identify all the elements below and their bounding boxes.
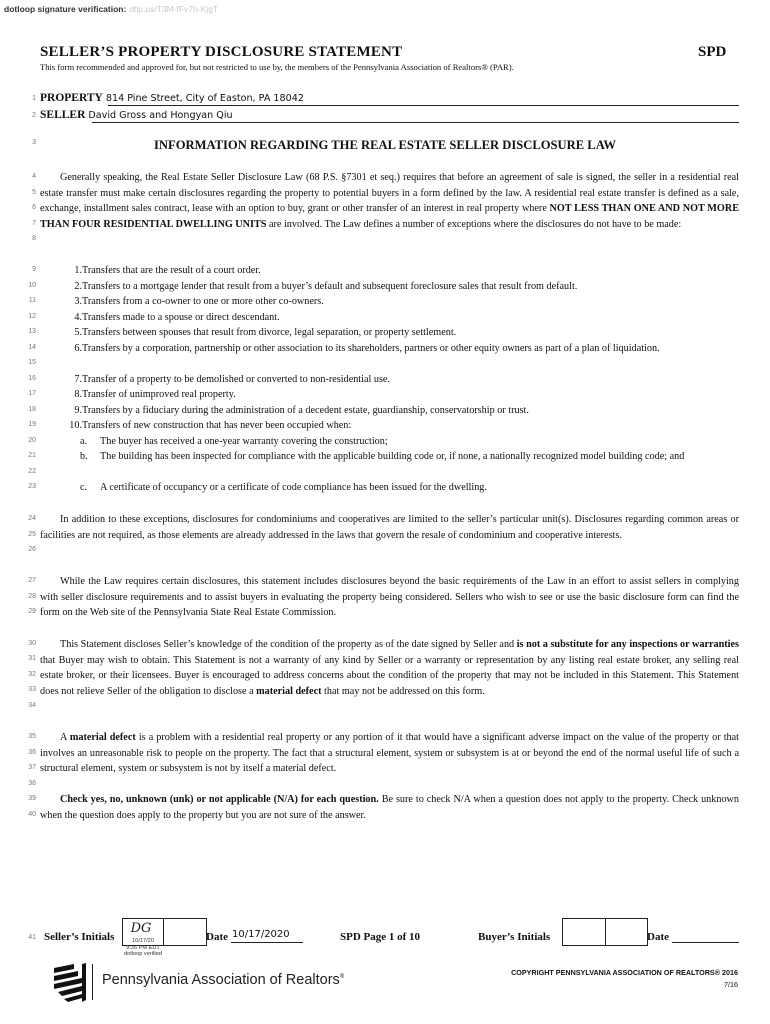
line-number: 1 [32, 95, 36, 102]
list-number: 4. [74, 312, 82, 323]
line-number: 25 [28, 531, 36, 538]
sub-list-text: A certificate of occupancy or a certificate of code compliance has been issued for the dwelling. [100, 482, 487, 493]
logo-text-label: Pennsylvania Association of Realtors [102, 972, 340, 988]
line-number: 41 [28, 934, 36, 941]
statement-text: that Buyer may wish to obtain. This Statement is not a warranty of any kind by Seller or a warranty or representation by any listing real estate broker, any selling real estate broker, or their licensees. Buyer is encouraged to address concerns about the condition of the property that may not be included in this Statement. This Statement does not relieve Seller of the obligation to disclose a [40, 654, 739, 697]
list-text: Transfers that are the result of a court order. [82, 265, 261, 276]
property-value[interactable]: 814 Pine Street, City of Easton, PA 18042 [105, 93, 304, 104]
line-number: 26 [28, 546, 36, 553]
defect-bold-text: material defect [69, 732, 136, 743]
list-text: Transfers by a fiduciary during the administration of a decedent estate, guardianship, conservatorship or trust. [82, 405, 529, 416]
line-number: 29 [28, 608, 36, 615]
list-number: 3. [74, 296, 82, 307]
line-number: 34 [28, 702, 36, 709]
sub-list-letter: c. [80, 482, 88, 493]
line-number: 7 [32, 220, 36, 227]
logo-divider [92, 964, 93, 1000]
intro-paragraph [40, 170, 739, 232]
statement-bold-text: material defect [256, 685, 322, 697]
line-number: 31 [28, 655, 36, 662]
statement-text: that may not be addressed on this form. [321, 685, 485, 697]
list-text: Transfer of a property to be demolished or converted to non-residential use. [82, 374, 390, 385]
seller-date-label: Date [206, 931, 228, 943]
line-number: 32 [28, 671, 36, 678]
property-underline [108, 105, 739, 106]
list-text: Transfer of unimproved real property. [82, 389, 236, 400]
line-number: 37 [28, 764, 36, 771]
seller-date-underline [231, 942, 303, 943]
line-number: 16 [28, 375, 36, 382]
verification-label: dotloop signature verification: [4, 4, 127, 14]
seller-field [40, 109, 233, 123]
list-number: 10. [69, 420, 82, 431]
list-number: 8. [74, 389, 82, 400]
seller-value[interactable]: David Gross and Hongyan Qiu [88, 110, 233, 121]
timestamp-time: 9:35 PM EDT [126, 944, 160, 951]
list-number: 9. [74, 405, 82, 416]
seller-initials-label: Seller’s Initials [44, 931, 115, 943]
condo-paragraph: In addition to these exceptions, disclosures for condominiums and cooperatives are limited to the seller’s particular unit(s). Disclosures regarding common areas or facilities are not required, as those elements are already addressed in the laws that govern the resale of condominium and cooperative interests. [40, 514, 739, 541]
line-number: 27 [28, 577, 36, 584]
line-number: 4 [32, 173, 36, 180]
signature-verification [4, 4, 218, 14]
intro-text: Generally speaking, the Real Estate Seller Disclosure Law (68 P.S. §7301 et seq.) requires that before an agreement of sale is signed, the seller in a residential real estate transfer must make certain disclosures regarding the property to potential buyers in a form defined by the law. A residential real estate transfer is defined as a sale, exchange, installment sales contract, lease with an option to buy, grant or other transfer of an interest in real property where [40, 172, 739, 215]
logo-text [102, 972, 344, 988]
line-number: 2 [32, 112, 36, 119]
line-number: 36 [28, 749, 36, 756]
property-label: PROPERTY [40, 92, 103, 104]
sub-list-text: The buyer has received a one-year warranty covering the construction; [100, 436, 388, 447]
form-revision: 7/16 [724, 980, 738, 989]
buyer-initials-label: Buyer’s Initials [478, 931, 551, 943]
logo-registered-mark: ® [339, 974, 345, 981]
form-code: SPD [698, 44, 727, 60]
law-paragraph: While the Law requires certain disclosures, this statement includes disclosures beyond the basic requirements of the Law in an effort to assist sellers in complying with seller disclosure requirements and to assist buyers in evaluating the property being considered. Sellers who wish to see or use the basic disclosure form can find the form on the Web site of the Pennsylvania State Real Estate Commission. [40, 576, 739, 619]
line-number: 40 [28, 811, 36, 818]
line-number: 12 [28, 313, 36, 320]
line-number: 21 [28, 452, 36, 459]
seller-underline [92, 122, 739, 123]
seller-date-value[interactable]: 10/17/2020 [232, 929, 290, 940]
intro-text-end: are involved. The Law defines a number of exceptions where the disclosures do not have to be made: [266, 218, 682, 230]
line-number: 15 [28, 359, 36, 366]
statement-bold-text: is not a substitute for any inspections or warranties [516, 639, 739, 650]
check-paragraph [40, 792, 739, 823]
sub-list-letter: a. [80, 436, 88, 447]
seller-initials-box-2[interactable] [163, 918, 207, 946]
form-title: SELLER’S PROPERTY DISCLOSURE STATEMENT [40, 44, 403, 60]
property-field [40, 92, 304, 106]
line-number: 5 [32, 189, 36, 196]
line-number: 8 [32, 235, 36, 242]
line-number: 17 [28, 390, 36, 397]
line-number: 28 [28, 593, 36, 600]
line-number: 33 [28, 686, 36, 693]
statement-text: This Statement discloses Seller’s knowledge of the condition of the property as of the date signed by Seller and [60, 639, 517, 650]
sub-list-letter: b. [80, 451, 88, 462]
line-number: 39 [28, 795, 36, 802]
list-number: 5. [74, 327, 82, 338]
line-number: 22 [28, 468, 36, 475]
line-number: 38 [28, 780, 36, 787]
check-bold-text: Check yes, no, unknown (unk) or not applicable (N/A) for each question. [60, 794, 379, 805]
line-number: 18 [28, 406, 36, 413]
line-number: 20 [28, 437, 36, 444]
list-text: Transfers to a mortgage lender that result from a buyer’s default and subsequent foreclosure sales that result from default. [82, 281, 578, 292]
buyer-initials-box-1[interactable] [562, 918, 606, 946]
line-number: 3 [32, 139, 36, 146]
line-number: 10 [28, 282, 36, 289]
verification-link[interactable]: dtlp.us/T3M-fFv7h-KjgT [129, 4, 219, 14]
initials-signature: DG [130, 921, 152, 936]
list-text: Transfers by a corporation, partnership or other association to its shareholders, partners or other equity owners as part of a plan of liquidation. [82, 343, 660, 354]
sub-list-text: The building has been inspected for compliance with the applicable building code or, if none, a nationally recognized model building code; and [100, 451, 685, 462]
list-text: Transfers of new construction that has never been occupied when: [82, 420, 352, 431]
line-number: 13 [28, 328, 36, 335]
timestamp-note: dotloop verified [124, 951, 162, 957]
copyright-notice: COPYRIGHT PENNSYLVANIA ASSOCIATION OF REALTORS® 2016 [511, 968, 738, 977]
list-text: Transfers made to a spouse or direct descendant. [82, 312, 280, 323]
form-subtitle: This form recommended and approved for, but not restricted to use by, the members of the Pennsylvania Association of Realtors® (PAR). [40, 62, 514, 72]
line-number: 24 [28, 515, 36, 522]
defect-paragraph [40, 730, 739, 777]
intro-bold-text: NOT LESS THAN ONE AND NOT MORE THAN FOUR RESIDENTIAL DWELLING UNITS [40, 203, 739, 230]
line-number: 23 [28, 483, 36, 490]
list-text: Transfers from a co-owner to one or more other co-owners. [82, 296, 324, 307]
buyer-date-label: Date [647, 931, 669, 943]
line-number: 35 [28, 733, 36, 740]
line-number: 19 [28, 421, 36, 428]
buyer-date-underline[interactable] [672, 942, 739, 943]
check-text: Be sure to check N/A when a question does not apply to the property. Check unknown when the question does apply to the property but you are not sure of the answer. [40, 794, 739, 821]
list-text: Transfers between spouses that result from divorce, legal separation, or property settlement. [82, 327, 457, 338]
seller-label: SELLER [40, 109, 86, 121]
timestamp-date: 10/17/20 [132, 938, 154, 944]
defect-text: A [60, 732, 70, 743]
initials-timestamp [120, 938, 166, 958]
line-number: 30 [28, 640, 36, 647]
line-number: 11 [28, 297, 36, 304]
line-number: 9 [32, 266, 36, 273]
statement-paragraph [40, 637, 739, 699]
buyer-initials-box-2[interactable] [605, 918, 648, 946]
page-indicator: SPD Page 1 of 10 [340, 931, 421, 943]
list-number: 1. [74, 265, 82, 276]
line-number: 14 [28, 344, 36, 351]
list-number: 2. [74, 281, 82, 292]
list-number: 6. [74, 343, 82, 354]
defect-text: is a problem with a residential real property or any portion of it that would have a significant adverse impact on the value of the property or that involves an unreasonable risk to people on the property. The fact that a structural element, system or subsystem is at or beyond the end of the normal useful life of such a structural element, system or subsystem is not by itself a material defect. [40, 732, 739, 775]
section-heading: INFORMATION REGARDING THE REAL ESTATE SELLER DISCLOSURE LAW [154, 138, 616, 152]
line-number: 6 [32, 204, 36, 211]
par-logo-icon [52, 960, 92, 1004]
list-number: 7. [74, 374, 82, 385]
